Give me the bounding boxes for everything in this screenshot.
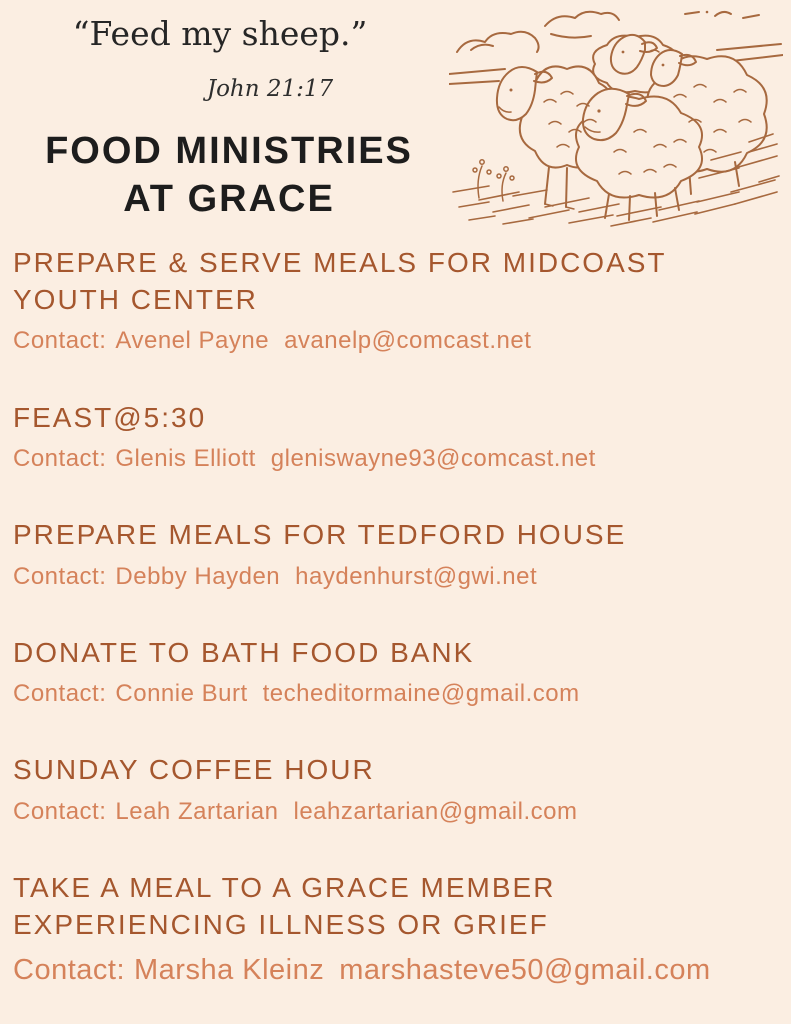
ministry-heading: FEAST@5:30	[13, 401, 207, 433]
ministry-contact	[13, 798, 778, 826]
page-title-line-2: AT GRACE	[123, 177, 335, 220]
contact-label: Contact:	[13, 954, 125, 987]
ministry-section-midcoast-youth-center	[13, 244, 778, 356]
contact-name: Debby Hayden	[115, 562, 281, 590]
ministry-heading: SUNDAY COFFEE HOUR	[13, 754, 375, 786]
ministry-heading: PREPARE MEALS FOR TEDFORD HOUSE	[13, 519, 627, 551]
ministry-contact	[13, 563, 778, 591]
contact-email: leahzartarian@gmail.com	[293, 797, 578, 825]
contact-name: Glenis Elliott	[115, 445, 256, 473]
contact-label: Contact:	[13, 445, 107, 473]
contact-label: Contact:	[13, 562, 107, 590]
page-title	[0, 128, 458, 223]
contact-email: avanelp@comcast.net	[284, 327, 532, 355]
scripture-quote: “Feed my sheep.”	[72, 14, 368, 53]
ministry-section-meal-for-grace-member	[13, 869, 778, 988]
contact-name: Connie Burt	[115, 680, 248, 708]
ministry-list	[0, 244, 791, 988]
scripture-reference: John 21:17	[206, 76, 334, 102]
contact-label: Contact:	[13, 680, 107, 708]
sheep-flock-illustration	[449, 2, 783, 236]
page-title-line-1: FOOD MINISTRIES	[45, 130, 413, 172]
contact-name: Avenel Payne	[115, 327, 270, 355]
ministry-heading: DONATE TO BATH FOOD BANK	[13, 636, 475, 668]
contact-label: Contact:	[13, 797, 107, 825]
contact-email: gleniswayne93@comcast.net	[270, 445, 596, 473]
ministry-contact	[13, 680, 778, 708]
ministry-section-tedford-house	[13, 516, 778, 591]
ministry-heading: PREPARE & SERVE MEALS FOR MIDCOAST YOUTH CENTER	[13, 247, 667, 316]
contact-label: Contact:	[13, 327, 107, 355]
contact-email: techeditormaine@gmail.com	[262, 680, 580, 708]
ministry-section-feast-530	[13, 399, 778, 474]
contact-name: Marsha Kleinz	[134, 954, 325, 987]
ministry-heading: TAKE A MEAL TO A GRACE MEMBER EXPERIENCING ILLNESS OR GRIEF	[13, 871, 556, 941]
ministry-section-bath-food-bank	[13, 634, 778, 709]
flyer-header	[0, 0, 791, 244]
ministry-contact	[13, 953, 778, 987]
ministry-section-sunday-coffee-hour	[13, 751, 778, 826]
contact-name: Leah Zartarian	[115, 797, 279, 825]
contact-email: marshasteve50@gmail.com	[339, 954, 711, 987]
contact-email: haydenhurst@gwi.net	[295, 562, 538, 590]
ministry-contact	[13, 445, 778, 473]
ministry-contact	[13, 327, 778, 355]
